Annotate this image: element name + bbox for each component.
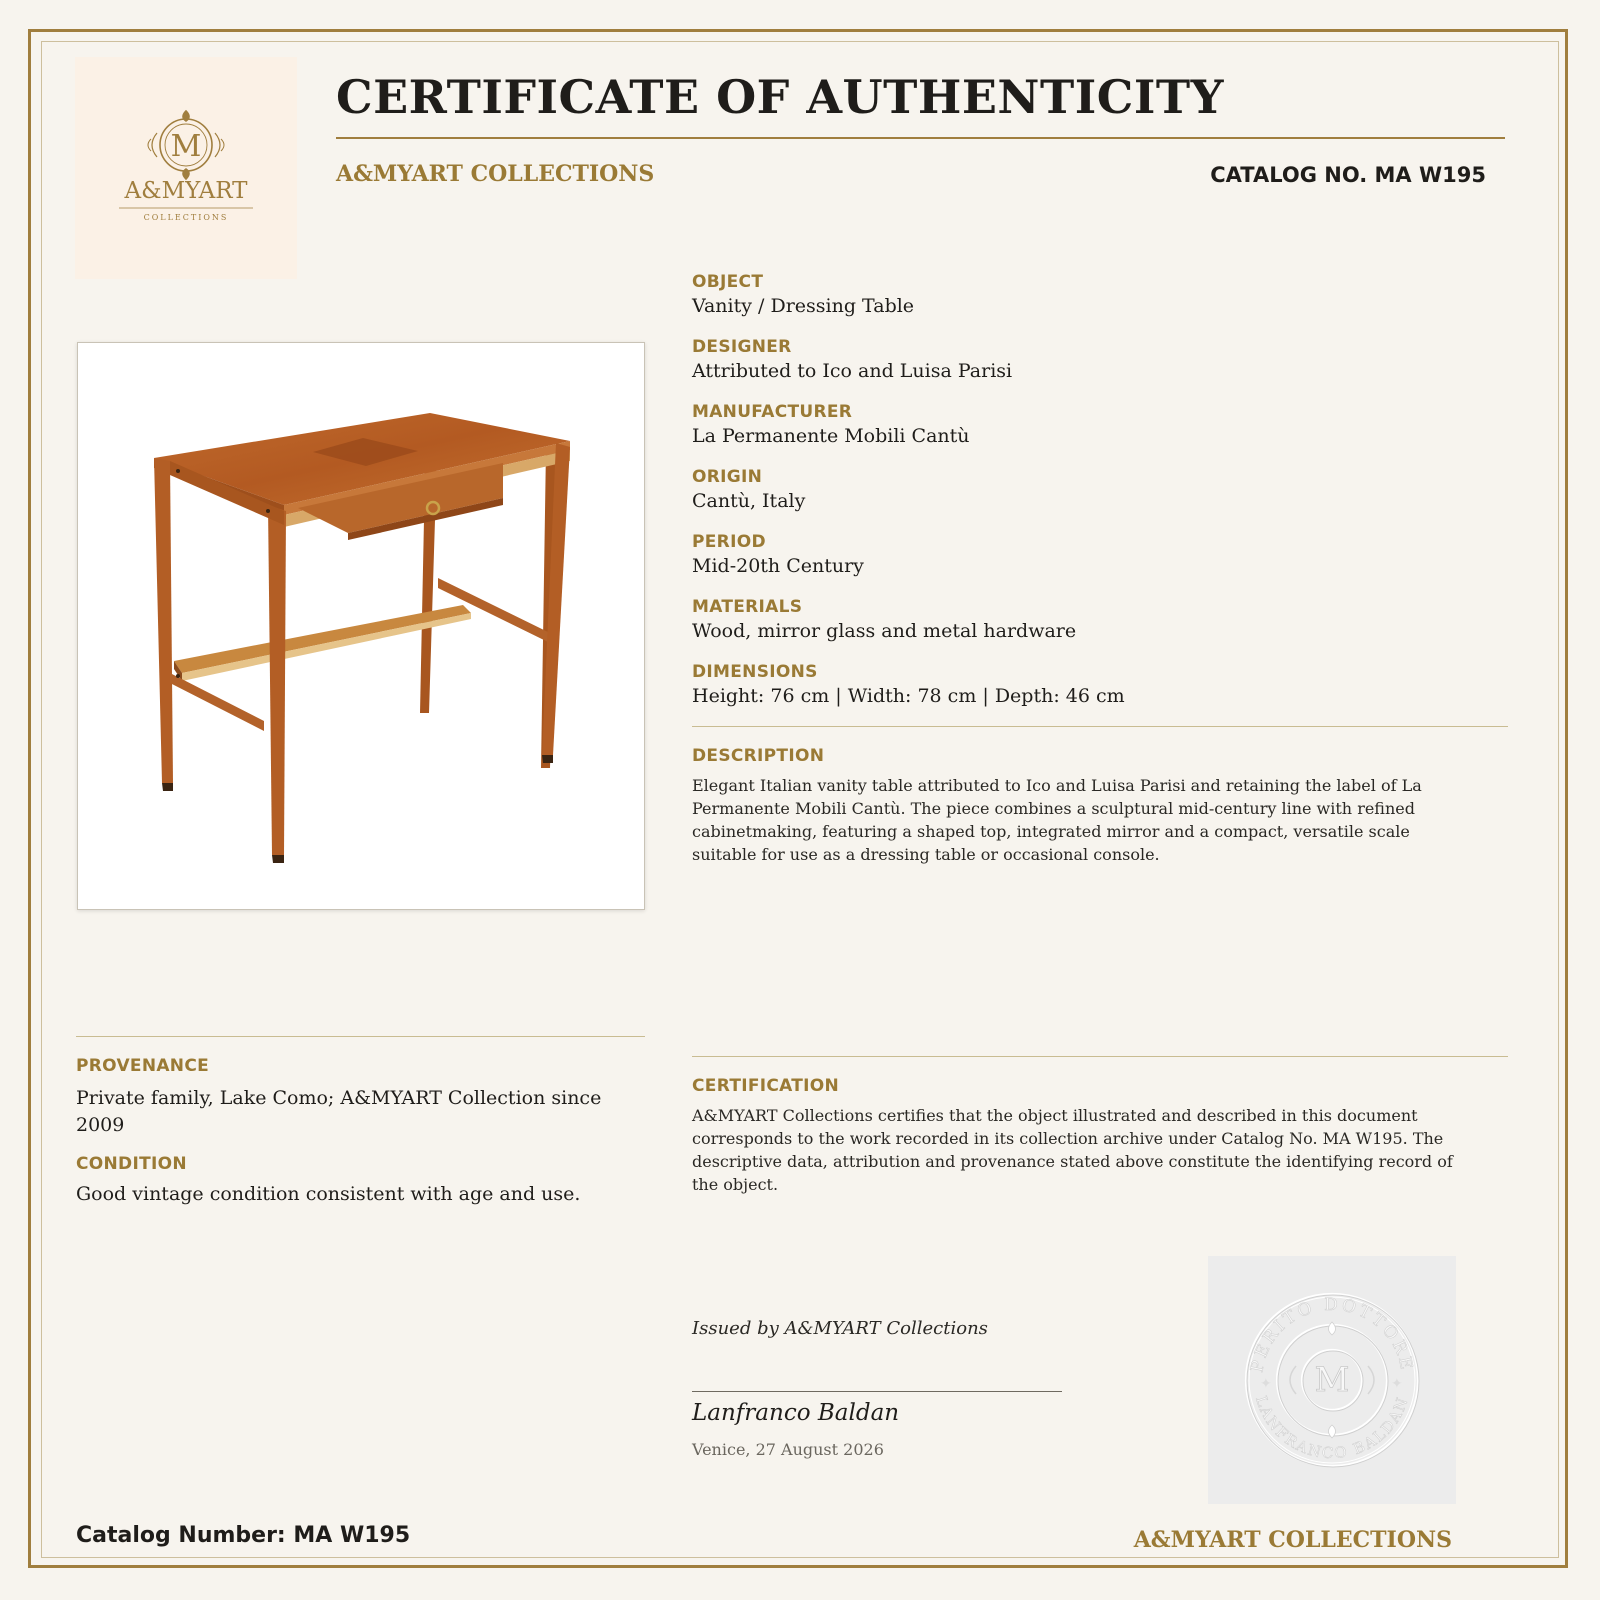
certification-line: the object.: [692, 1175, 779, 1194]
provenance-divider: [76, 1036, 645, 1037]
seal-top-text: PERITO DOTTORE: [1247, 1294, 1417, 1375]
certification-divider: [692, 1056, 1508, 1057]
signature-line: [692, 1391, 1062, 1392]
field-designer: [692, 337, 1012, 382]
seal-star-right-icon: ✦: [1391, 1376, 1403, 1392]
field-dimensions: [692, 662, 1125, 707]
header-brand: A&MYART COLLECTIONS: [336, 161, 655, 187]
logo-subtitle: COLLECTIONS: [143, 213, 229, 222]
certificate-title: CERTIFICATE OF AUTHENTICITY: [336, 70, 1224, 124]
logo-emblem-icon: [75, 57, 297, 279]
field-value: Attributed to Ico and Luisa Parisi: [692, 360, 1013, 382]
condition-section: [76, 1154, 580, 1205]
header-catalog-number: CATALOG NO. MA W195: [1210, 163, 1486, 187]
field-value: Height: 76 cm | Width: 78 cm | Depth: 46 cm: [692, 685, 1125, 707]
field-label: PERIOD: [692, 532, 766, 552]
field-manufacturer: [692, 402, 970, 447]
condition-value: Good vintage condition consistent with age and use.: [76, 1183, 581, 1205]
logo-wordmark: A&MYART: [124, 178, 248, 204]
field-value: Mid-20th Century: [692, 555, 864, 577]
field-value: Wood, mirror glass and metal hardware: [692, 620, 1077, 642]
issued-by: Issued by A&MYART Collections: [692, 1318, 988, 1339]
condition-label: CONDITION: [76, 1154, 187, 1174]
logo-monogram: M: [170, 129, 202, 164]
certification-section: [692, 1076, 1453, 1196]
seal-bottom-text: LANFRANCO BALDAN: [1252, 1393, 1413, 1463]
description-line: suitable for use as a dressing table or occasional console.: [692, 845, 1160, 864]
section-divider: [692, 726, 1508, 727]
title-divider: [336, 137, 1505, 139]
field-label: MANUFACTURER: [692, 402, 853, 422]
field-period: [692, 532, 864, 577]
object-photo: [77, 342, 645, 910]
field-materials: [692, 597, 1076, 642]
field-label: OBJECT: [692, 272, 764, 292]
seal-star-left-icon: ✦: [1260, 1376, 1272, 1392]
provenance-line: Private family, Lake Como; A&MYART Collection since: [76, 1087, 602, 1109]
field-label: ORIGIN: [692, 467, 763, 487]
field-label: DESIGNER: [692, 337, 792, 357]
field-value: La Permanente Mobili Cantù: [692, 425, 970, 447]
description-section: [692, 746, 1422, 866]
certification-line: descriptive data, attribution and provenance stated above constitute the identifying record of: [692, 1152, 1453, 1171]
footer-catalog-number: Catalog Number: MA W195: [76, 1523, 411, 1548]
certification-label: CERTIFICATION: [692, 1076, 840, 1096]
signer-name: Lanfranco Baldan: [692, 1400, 900, 1426]
footer-brand: A&MYART COLLECTIONS: [1133, 1527, 1452, 1553]
place-date: Venice, 27 August 2026: [692, 1440, 884, 1459]
embossed-seal: [1208, 1256, 1456, 1504]
vanity-table-image: [78, 343, 644, 909]
provenance-line: 2009: [76, 1114, 125, 1136]
provenance-label: PROVENANCE: [76, 1056, 210, 1076]
field-object: [692, 272, 914, 317]
brand-logo: [75, 57, 297, 279]
description-line: Elegant Italian vanity table attributed to Ico and Luisa Parisi and retaining the label of La: [692, 776, 1422, 795]
description-line: cabinetmaking, featuring a shaped top, integrated mirror and a compact, versatile scale: [692, 822, 1410, 841]
description-label: DESCRIPTION: [692, 746, 825, 766]
certification-line: A&MYART Collections certifies that the object illustrated and described in this document: [692, 1106, 1418, 1125]
description-line: Permanente Mobili Cantù. The piece combines a sculptural mid-century line with refined: [692, 799, 1415, 818]
field-label: MATERIALS: [692, 597, 803, 617]
field-value: Cantù, Italy: [692, 490, 806, 512]
seal-monogram: M: [1314, 1360, 1350, 1400]
field-value: Vanity / Dressing Table: [692, 295, 915, 317]
seal-emblem-icon: [1208, 1256, 1456, 1504]
certification-line: corresponds to the work recorded in its collection archive under Catalog No. MA W195. The: [692, 1129, 1444, 1148]
provenance-section: [76, 1056, 601, 1139]
field-label: DIMENSIONS: [692, 662, 818, 682]
field-origin: [692, 467, 805, 512]
